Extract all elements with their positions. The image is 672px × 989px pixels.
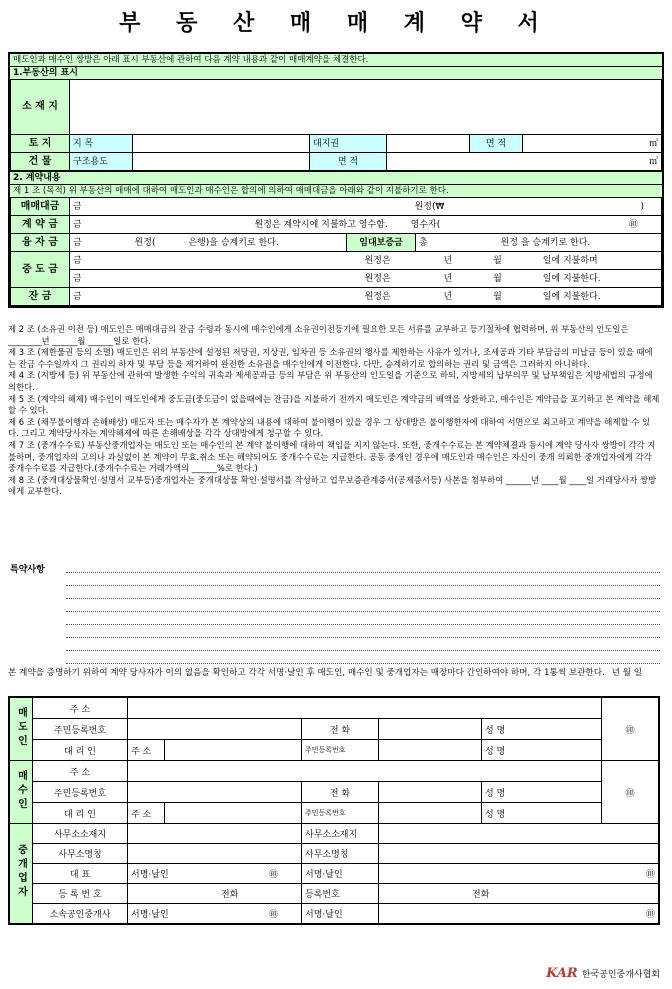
special-line[interactable] bbox=[66, 651, 660, 664]
location-label: 소 재 지 bbox=[11, 80, 70, 135]
parties-table bbox=[8, 696, 660, 925]
seller-seal: ㊞ bbox=[602, 697, 660, 761]
intro-box bbox=[8, 52, 664, 308]
deposit-label: 계 약 금 bbox=[11, 216, 70, 234]
broker-office-addr-label: 사무소소재지 bbox=[33, 824, 128, 844]
seller-agent-name-cell[interactable] bbox=[482, 740, 602, 761]
seller-rrn-label: 주민등록번호 bbox=[33, 719, 128, 740]
clause-5: 제 5 조 (계약의 해제) 매수인이 매도인에게 중도금(중도금이 없을때에는 잔금)을 지불하기 전까지 매도인은 계약금의 배액을 상환하고, 매수인은 계약금을 포기하고 본 계약을 해제할 수 있다. bbox=[8, 393, 660, 416]
clause-4: 제 4 조 (지방세 등) 위 부동산에 관하여 발생한 수익의 귀속과 제세공과금 등의 부담은 위 부동산의 인도일을 기준으로 하되, 지방세의 납부의무 및 납부책임은 지방세법의 규정에 의한다. bbox=[8, 370, 653, 392]
broker-office-addr-field[interactable] bbox=[128, 824, 302, 844]
balance-label: 잔 금 bbox=[11, 288, 70, 306]
structure-field[interactable] bbox=[133, 153, 310, 171]
special-line[interactable] bbox=[66, 560, 660, 573]
section2-heading: 2. 계약내용 bbox=[10, 171, 662, 184]
broker2-office-addr-field[interactable] bbox=[379, 824, 660, 844]
land-area-label: 면 적 bbox=[470, 135, 523, 153]
broker-rep-label: 대 표 bbox=[33, 864, 128, 884]
total-price-field[interactable]: 금 원정(₩ ) bbox=[70, 198, 662, 216]
seller-agent-label: 대 리 인 bbox=[33, 740, 128, 761]
broker-staff-field[interactable]: 서명·날인 ㊞ bbox=[128, 904, 302, 925]
broker2-reg-field[interactable]: 전화 bbox=[379, 884, 660, 904]
seller-phone-label: 전 화 bbox=[302, 719, 379, 740]
clause1-text: 제 1 조 (목적) 위 부동산의 매매에 대하여 매도인과 매수인은 합의에 의하여 매매대금을 아래와 같이 지불하기로 한다. bbox=[10, 184, 662, 197]
buyer-seal: ㊞ bbox=[602, 761, 660, 824]
special-line[interactable] bbox=[66, 612, 660, 625]
buyer-agent-addr-label: 주 소 bbox=[128, 803, 165, 824]
logo-mark-icon: KAR bbox=[546, 966, 578, 981]
buyer-agent-name-label: 성 명 bbox=[485, 809, 506, 820]
special-line[interactable] bbox=[66, 586, 660, 599]
broker-label: 중개업자 bbox=[15, 844, 27, 900]
clause-6: 제 6 조 (채무불이행과 손해배상) 매도자 또는 매수자가 본 계약상의 내용에 대하여 불이행이 있을 경우 그 상대방은 불이행한자에 대하여 서면으로 최고하고 계약을 해제할 수 있다. 그리고 계약당사자는 계약해제에 따른 손해배상을 각각 상대방에게 청구할 수 있다. bbox=[8, 416, 651, 439]
broker2-office-addr-label: 사무소소재지 bbox=[302, 824, 379, 844]
land-type-label: 지 목 bbox=[70, 135, 133, 153]
logo-text: 한국공인중개사협회 bbox=[581, 970, 660, 980]
property-table bbox=[10, 79, 662, 171]
buyer-agent-rrn-field[interactable] bbox=[379, 803, 482, 824]
broker2-staff-label: 서명·날인 bbox=[302, 904, 379, 925]
structure-label: 구조용도 bbox=[70, 153, 133, 171]
seller-address-field[interactable] bbox=[128, 697, 602, 719]
seller-rrn-field[interactable] bbox=[128, 719, 302, 740]
special-terms bbox=[8, 560, 660, 664]
broker2-reg-label: 등록번호 bbox=[302, 884, 379, 904]
seller-phone-field[interactable] bbox=[379, 719, 482, 740]
broker-office-name-label: 사무소명칭 bbox=[33, 844, 128, 864]
intro-text: 매도인과 매수인 쌍방은 아래 표시 부동산에 관하여 다음 계약 내용과 같이 매매계약을 체결한다. bbox=[10, 54, 662, 66]
mid-payment-row-2[interactable]: 금 원정은 년 월 일에 지불한다. bbox=[70, 270, 662, 288]
seller-name-cell[interactable] bbox=[482, 719, 602, 740]
seller-name-label: 성 명 bbox=[485, 725, 506, 736]
clause-7: 제 7 조 (중개수수료) 부동산중개업자는 매도인 또는 매수인의 본 계약 불이행에 대하여 책임을 지지 않는다. 또한, 중개수수료는 본 계약체결과 동시에 계약 당사자 쌍방이 각각 지불하며, 중개업자의 고의나 과실없이 본 계약이 무효.취소 또는 해약되어도 중개수수료는 지급한다. 공동 중개인 경우에 매도인과 매수인은 자신이 중개 의뢰한 중개업자에게 각각 중개수수료를 지급한다.(중개수수료는 거래가액의 ______%로 한다.) bbox=[8, 439, 656, 474]
seller-agent-addr-label: 주 소 bbox=[128, 740, 165, 761]
contract-clauses bbox=[8, 324, 660, 498]
broker-office-name-field[interactable] bbox=[128, 844, 302, 864]
conclusion-text: 본 계약을 증명하기 위하여 계약 당사자가 이의 없음을 확인하고 각각 서명·날인 후 매도인, 매수인 및 중개업자는 매장마다 간인하여야 하며, 각 1통씩 보관한다. 년 월 일 bbox=[8, 668, 642, 678]
special-terms-label: 특약사항 bbox=[10, 565, 45, 575]
land-label: 토 지 bbox=[11, 135, 70, 153]
contract-date: 년 월 일 bbox=[608, 668, 642, 680]
buyer-phone-label: 전 화 bbox=[302, 782, 379, 803]
seller-label: 매도인 bbox=[15, 706, 27, 749]
mid-payment-label: 중 도 금 bbox=[11, 252, 70, 288]
building-label: 건 물 bbox=[11, 153, 70, 171]
mid-payment-row-1[interactable]: 금 원정은 년 월 일에 지불하며 bbox=[70, 252, 662, 270]
clause-2: 제 2 조 (소유권 이전 등) 매도인은 매매대금의 잔금 수령과 동시에 매수인에게 소유권이전등기에 필요한 모든 서류를 교부하고 등기절차에 협력하며, 위 부동산의 인도일은 ________년 ______월 ______일로 한다. bbox=[8, 324, 629, 346]
clause-3: 제 3 조 (제한물권 등의 소멸) 매도인은 위의 부동산에 설정된 저당권, 지상권, 임차권 등 소유권의 행사를 제한하는 사유가 있거나, 조세공과 기타 부담금의 미납금 등이 있을 때에는 잔금 수수일까지 그 권리의 하자 및 부담 등을 제거하여 완전한 소유권을 매수인에게 이전한다. 다만, 승계하기로 합의하는 권리 및 금액은 그러하지 아니하다. bbox=[8, 347, 653, 369]
payment-table bbox=[10, 197, 662, 306]
loan-field[interactable]: 금 원정( 은행)을 승계키로 한다. bbox=[70, 234, 347, 252]
loan-label: 융 자 금 bbox=[11, 234, 70, 252]
broker-reg-field[interactable]: 전화 bbox=[128, 884, 302, 904]
seller-agent-rrn-field[interactable] bbox=[379, 740, 482, 761]
broker2-rep-seal: ㊞ bbox=[645, 870, 655, 880]
broker2-staff-field[interactable] bbox=[379, 904, 660, 925]
unit-sqm: ㎡ bbox=[648, 138, 658, 149]
broker-rep-seal: ㊞ bbox=[268, 870, 278, 880]
broker2-staff-seal: ㊞ bbox=[645, 910, 655, 920]
special-line[interactable] bbox=[66, 625, 660, 638]
broker-staff-seal: ㊞ bbox=[268, 910, 278, 920]
buyer-rrn-field[interactable] bbox=[128, 782, 302, 803]
seller-agent-addr-field[interactable] bbox=[165, 740, 302, 761]
buyer-phone-field[interactable] bbox=[379, 782, 482, 803]
broker-staff-label: 소속공인중개사 bbox=[33, 904, 128, 925]
buyer-rrn-label: 주민등록번호 bbox=[33, 782, 128, 803]
location-field[interactable] bbox=[70, 80, 662, 135]
special-line[interactable] bbox=[66, 638, 660, 651]
buyer-address-field[interactable] bbox=[128, 761, 602, 782]
seller-agent-name-label: 성 명 bbox=[485, 746, 506, 757]
land-type-field[interactable] bbox=[133, 135, 310, 153]
land-right-field[interactable] bbox=[387, 135, 470, 153]
seller-agent-rrn-label: 주민등록번호 bbox=[302, 740, 379, 761]
broker-rep-field[interactable]: 서명·날인 ㊞ bbox=[128, 864, 302, 884]
document-title: 부 동 산 매 매 계 약 서 bbox=[119, 10, 553, 36]
broker2-office-name-label: 사무소명칭 bbox=[302, 844, 379, 864]
land-area-field[interactable] bbox=[523, 135, 662, 153]
buyer-agent-rrn-label: 주민등록번호 bbox=[302, 803, 379, 824]
buyer-agent-label: 대 리 인 bbox=[33, 803, 128, 824]
broker2-office-name-field[interactable] bbox=[379, 844, 660, 864]
clause-8: 제 8 조 (중개대상물확인·설명서 교부등)중개업자는 중개대상물 확인·설명서를 작성하고 업무보증관계증서(공제증서등) 사본을 첨부하여 ______년 ____월 ____일 거래당사자 쌍방에게 교부한다. bbox=[8, 474, 657, 497]
special-line[interactable] bbox=[66, 573, 660, 586]
buyer-label: 매수인 bbox=[15, 769, 27, 812]
buyer-address-label: 주 소 bbox=[33, 761, 128, 782]
lease-deposit-field[interactable]: 총 원정 을 승계키로 한다. bbox=[416, 234, 662, 252]
total-price-label: 매매대금 bbox=[11, 198, 70, 216]
buyer-name-label: 성 명 bbox=[485, 788, 506, 799]
deposit-seal: ㊞ bbox=[628, 219, 638, 230]
association-logo bbox=[546, 966, 660, 981]
broker2-rep-label: 서명·날인 bbox=[302, 864, 379, 884]
balance-field[interactable]: 금 원정은 년 월 일에 지불한다. bbox=[70, 288, 662, 306]
seller-address-label: 주 소 bbox=[33, 697, 128, 719]
broker2-rep-field[interactable] bbox=[379, 864, 660, 884]
buyer-agent-addr-field[interactable] bbox=[165, 803, 302, 824]
deposit-field[interactable]: 금 원정은 계약시에 지불하고 영수함. 영수자( ㊞ bbox=[70, 216, 662, 234]
building-area-field[interactable]: ㎡ bbox=[387, 153, 662, 171]
broker-reg-label: 등 록 번 호 bbox=[33, 884, 128, 904]
lease-deposit-label: 임대보증금 bbox=[347, 234, 416, 252]
section1-heading: 1.부동산의 표시 bbox=[10, 66, 662, 79]
building-area-label: 면 적 bbox=[310, 153, 387, 171]
buyer-agent-name-cell[interactable] bbox=[482, 803, 602, 824]
special-line[interactable] bbox=[66, 599, 660, 612]
buyer-name-cell[interactable] bbox=[482, 782, 602, 803]
land-right-label: 대지권 bbox=[310, 135, 387, 153]
